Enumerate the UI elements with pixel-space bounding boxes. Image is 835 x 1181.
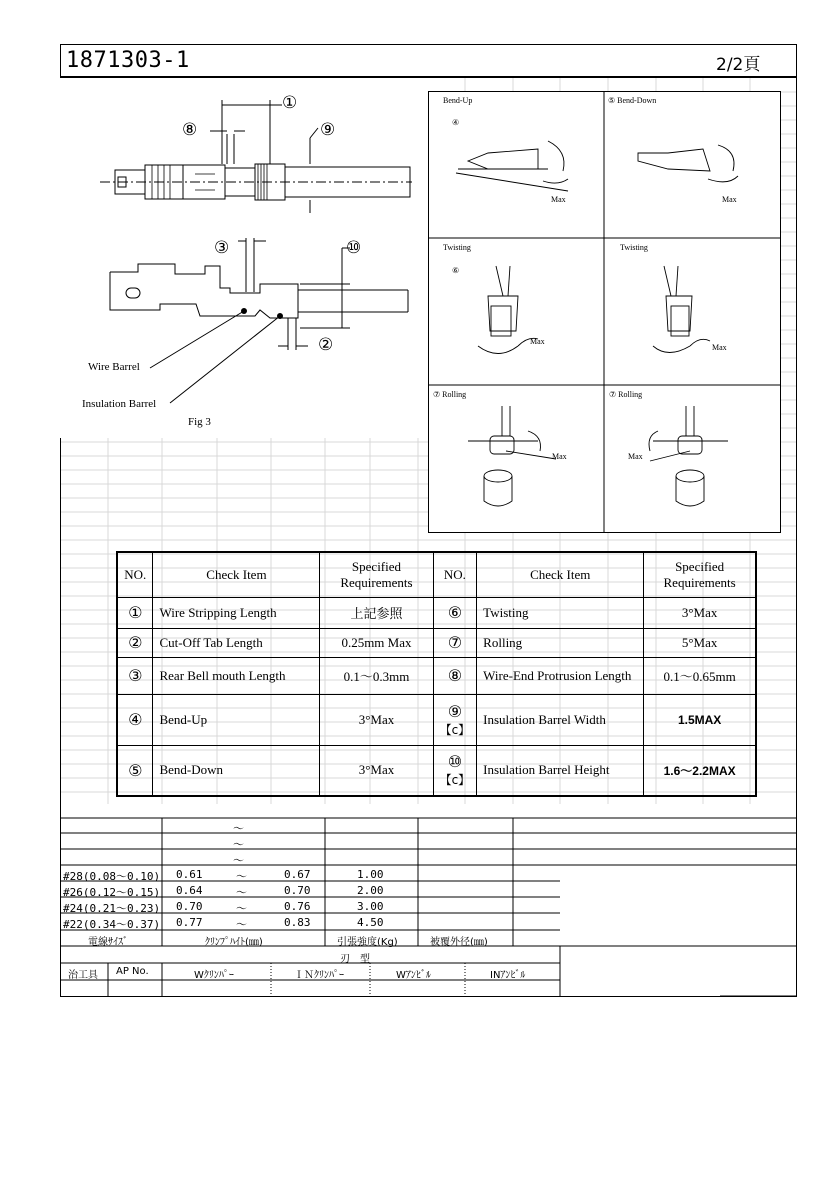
panel-3-max: Max (530, 337, 545, 346)
panel-3-marker: ⑥ (452, 266, 460, 275)
terminal-drawing (60, 78, 430, 438)
figure-caption: Fig 3 (188, 416, 211, 428)
document-number: 1871303-1 (66, 48, 190, 73)
callout-10: ⑩ (346, 238, 362, 258)
tilde: ～ (233, 854, 244, 867)
panel-6-title: ⑦ Rolling (609, 390, 643, 399)
header-in-crimper: ＩＮｸﾘﾝﾊﾟｰ (294, 970, 344, 981)
row-number (433, 745, 477, 796)
crimp-max: 0.83 (284, 916, 311, 929)
header-crimp-height: ｸﾘﾝﾌﾟﾊｲﾄ(㎜) (205, 937, 263, 948)
header-spec-right: Specified Requirements (644, 552, 756, 597)
check-item-table (116, 551, 757, 797)
row-number: ② (117, 628, 153, 657)
header-no-left: NO. (117, 552, 153, 597)
table-row (117, 745, 756, 796)
spec-value: 0.25mm Max (320, 628, 433, 657)
tilde: ～ (236, 870, 247, 883)
callout-3: ③ (214, 238, 230, 258)
row-number-circle: ⑩ (447, 752, 463, 772)
table-row (117, 597, 756, 628)
page-number: 2/2頁 (716, 55, 761, 75)
crimp-max: 0.76 (284, 900, 311, 913)
panel-2-title: ⑤ Bend-Down (608, 96, 657, 105)
check-item: Insulation Barrel Height (477, 745, 644, 796)
crimp-max: 0.70 (284, 884, 311, 897)
header-spec-left: Specified Requirements (320, 552, 433, 597)
tensile-value: 3.00 (357, 900, 384, 913)
crimp-max: 0.67 (284, 868, 311, 881)
crimp-min: 0.64 (176, 884, 203, 897)
tilde: ～ (233, 822, 244, 835)
tilde: ～ (236, 886, 247, 899)
table-row (117, 694, 756, 745)
check-item: Rolling (477, 628, 644, 657)
spec-value: 3°Max (320, 745, 433, 796)
spec-value: 1.6～2.2MAX (644, 745, 756, 796)
panel-1-max: Max (551, 195, 566, 204)
header-tensile: 引張強度(Kg) (337, 937, 398, 948)
panel-5-title: ⑦ Rolling (433, 390, 467, 399)
spec-value: 0.1～0.3mm (320, 657, 433, 694)
check-item: Bend-Down (153, 745, 320, 796)
header-die: 刃 型 (340, 954, 370, 965)
crimp-min: 0.61 (176, 868, 203, 881)
tilde: ～ (233, 838, 244, 851)
inspection-panels (428, 91, 781, 533)
row-number: ④ (117, 694, 153, 745)
spec-value: 3°Max (320, 694, 433, 745)
row-number: ⑦ (433, 628, 477, 657)
spec-value: 0.1～0.65mm (644, 657, 756, 694)
callout-8: ⑧ (182, 120, 198, 140)
check-item: Twisting (477, 597, 644, 628)
row-class-mark: 【c】 (439, 722, 471, 737)
panel-1-marker: ④ (452, 118, 460, 127)
wire-size: #24(0.21～0.23) (63, 902, 161, 915)
header-jig: 治工具 (68, 970, 98, 981)
row-class-mark: 【c】 (439, 773, 471, 788)
check-item: Bend-Up (153, 694, 320, 745)
header-ap-no: AP No. (116, 966, 149, 977)
row-number: ⑧ (433, 657, 477, 694)
row-number (433, 694, 477, 745)
table-row (117, 628, 756, 657)
header-item-left: Check Item (153, 552, 320, 597)
panel-4-title: Twisting (620, 243, 648, 252)
insulation-barrel-label: Insulation Barrel (82, 398, 157, 410)
row-number-circle: ⑨ (447, 701, 463, 721)
check-item: Rear Bell mouth Length (153, 657, 320, 694)
spec-value: 1.5MAX (644, 694, 756, 745)
spec-value: 5°Max (644, 628, 756, 657)
panel-5-max: Max (552, 452, 567, 461)
row-number: ⑥ (433, 597, 477, 628)
check-item: Wire-End Protrusion Length (477, 657, 644, 694)
panel-2-max: Max (722, 195, 737, 204)
header-item-right: Check Item (477, 552, 644, 597)
table-row (117, 657, 756, 694)
tensile-value: 4.50 (357, 916, 384, 929)
crimp-min: 0.77 (176, 916, 203, 929)
header-wire-size: 電線ｻｲｽﾞ (88, 937, 128, 948)
header-insulation-od: 被覆外径(㎜) (430, 937, 488, 948)
row-number: ③ (117, 657, 153, 694)
panel-4-max: Max (712, 343, 727, 352)
panel-1-title: Bend-Up (443, 96, 473, 105)
header-w-crimper: Wｸﾘﾝﾊﾟｰ (194, 970, 234, 981)
wire-size: #26(0.12～0.15) (63, 886, 161, 899)
check-item: Insulation Barrel Width (477, 694, 644, 745)
row-number: ⑤ (117, 745, 153, 796)
check-table-header (117, 552, 756, 597)
header-no-right: NO. (433, 552, 477, 597)
row-number: ① (117, 597, 153, 628)
wire-size: #28(0.08～0.10) (63, 870, 161, 883)
header-w-anvil: Wｱﾝﾋﾞﾙ (396, 970, 431, 981)
check-item: Cut-Off Tab Length (153, 628, 320, 657)
tilde: ～ (236, 902, 247, 915)
spec-value: 上記参照 (320, 597, 433, 628)
panel-6-max: Max (628, 452, 643, 461)
tensile-value: 2.00 (357, 884, 384, 897)
callout-1: ① (282, 93, 298, 113)
tilde: ～ (236, 918, 247, 931)
spec-value: 3°Max (644, 597, 756, 628)
callout-9: ⑨ (320, 120, 336, 140)
wire-barrel-label: Wire Barrel (88, 361, 140, 373)
tensile-value: 1.00 (357, 868, 384, 881)
crimp-min: 0.70 (176, 900, 203, 913)
callout-2: ② (318, 335, 334, 355)
panel-3-title: Twisting (443, 243, 471, 252)
wire-size: #22(0.34～0.37) (63, 918, 161, 931)
check-item: Wire Stripping Length (153, 597, 320, 628)
header-in-anvil: INｱﾝﾋﾞﾙ (490, 970, 526, 981)
